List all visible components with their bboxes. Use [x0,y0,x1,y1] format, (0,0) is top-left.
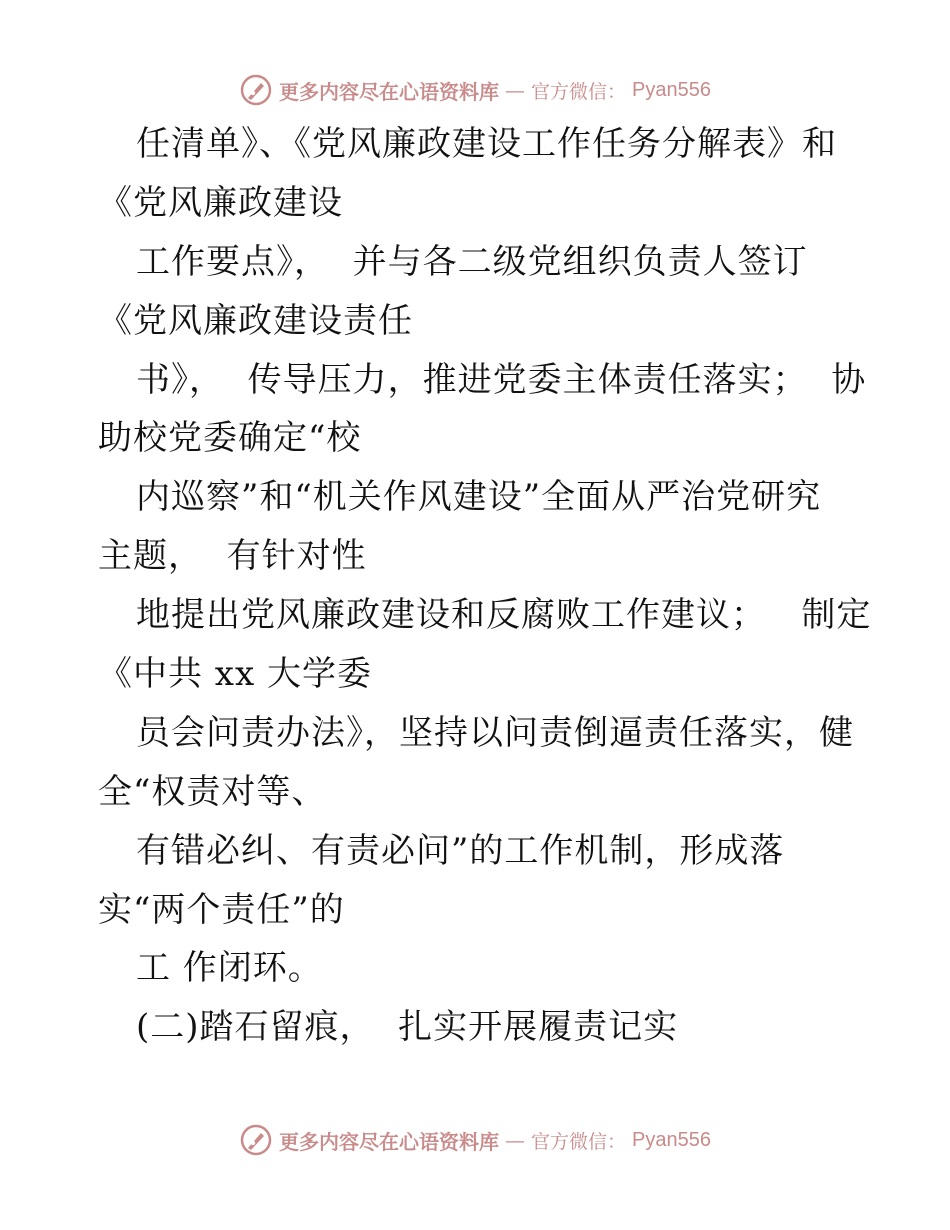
text-line: 《党风廉政建设 [98,182,343,223]
section-heading: (二)踏石留痕， 扎实开展履责记实 [136,1007,679,1048]
watermark-wechat-id: Pyan556 [632,1128,711,1151]
text-line: 内巡察”和“机关作风建设”全面从严治党研究 [136,477,822,518]
text-line: 助校党委确定“校 [98,418,362,459]
text-line: 任清单》、《党风廉政建设工作任务分解表》和 [136,124,837,164]
text-line: 主题， 有针对性 [98,536,367,577]
text-line: 全“权责对等、 [98,771,327,812]
text-line: 有错必纠、有责必问”的工作机制，形成落 [136,830,785,871]
watermark-wechat-label: 官方微信： [531,1130,627,1153]
footer-watermark [0,1120,950,1160]
watermark-wechat-label: 官方微信： [531,80,627,103]
document-body [98,115,872,1057]
text-line: 实“两个责任”的 [98,889,345,930]
text-line: 《中共 xx 大学委 [98,654,372,695]
watermark-brand-text: 更多内容尽在心语资料库 [279,1129,499,1154]
text-line: 工 作闭环。 [136,948,323,989]
text-line: 员会问责办法》，坚持以问责倒逼责任落实，健 [136,712,854,753]
watermark-separator: — [505,78,525,102]
watermark-brand-text: 更多内容尽在心语资料库 [279,79,499,104]
pen-logo-icon [239,73,273,107]
text-line: 《党风廉政建设责任 [98,300,413,341]
text-line: 书》， 传导压力，推进党委主体责任落实； 协 [136,359,867,400]
watermark-wechat-id: Pyan556 [632,78,711,101]
pen-logo-icon [239,1123,273,1157]
watermark-separator: — [505,1128,525,1152]
header-watermark [0,70,950,110]
text-line: 地提出党风廉政建设和反腐败工作建议； 制定 [136,595,872,636]
text-line: 工作要点》， 并与各二级党组织负责人签订 [136,241,808,282]
